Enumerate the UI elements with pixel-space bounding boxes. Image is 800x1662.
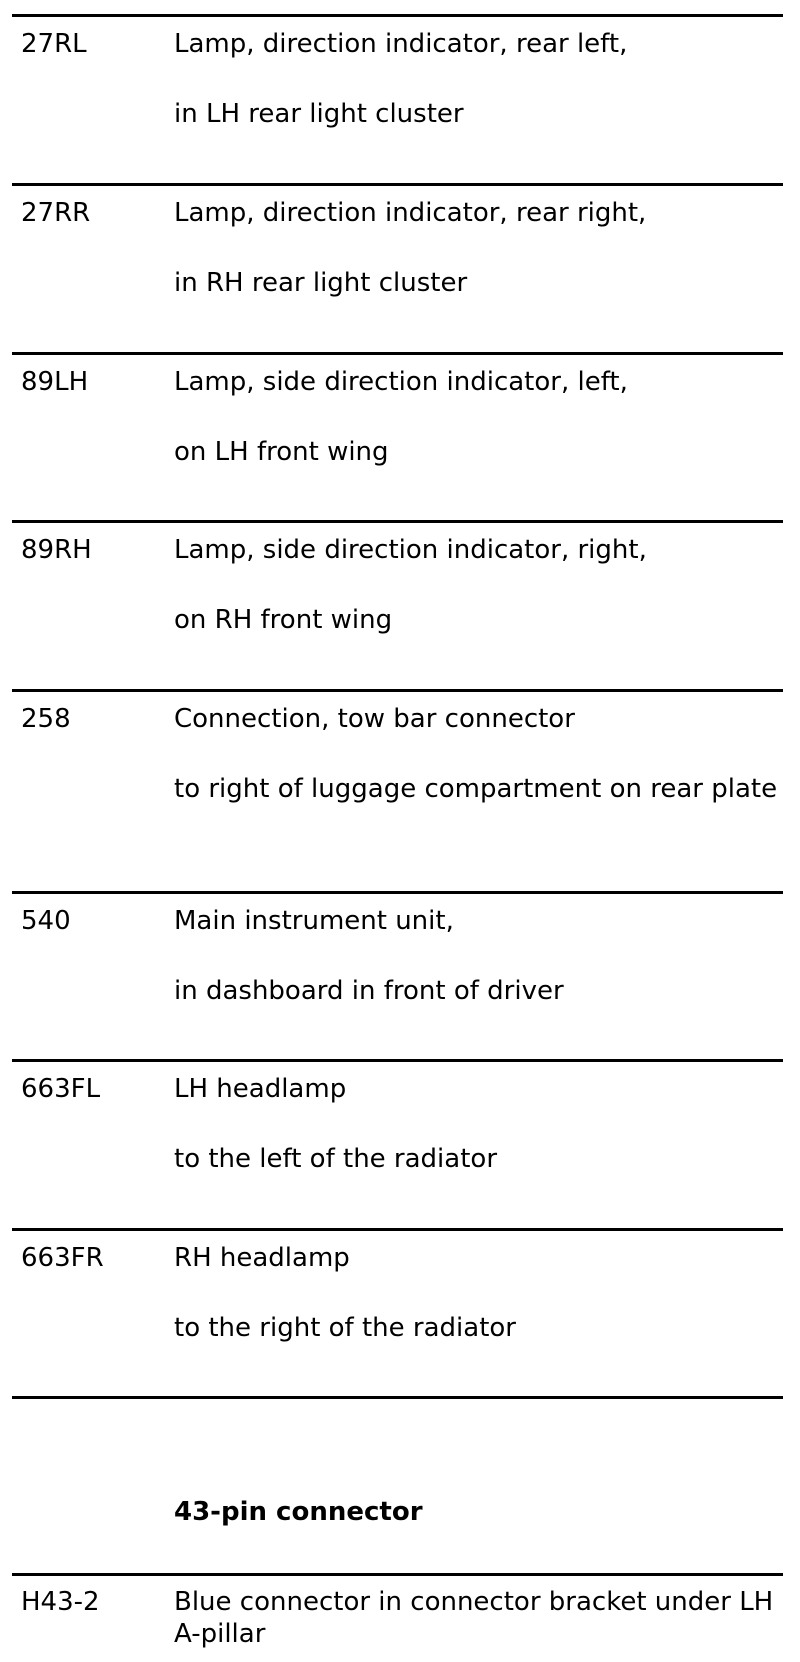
component-description: Lamp, side direction indicator, left, <box>174 367 628 397</box>
row-divider <box>12 891 783 894</box>
section-heading: 43-pin connector <box>174 1497 423 1527</box>
row-divider <box>12 1228 783 1231</box>
component-location: on LH front wing <box>174 437 389 467</box>
component-location: to right of luggage compartment on rear plate <box>174 774 778 804</box>
component-description: Lamp, direction indicator, rear left, <box>174 29 628 59</box>
row-divider <box>12 1573 783 1576</box>
component-location: to the left of the radiator <box>174 1144 498 1174</box>
row-divider <box>12 1059 783 1062</box>
row-divider <box>12 14 783 17</box>
component-location: in RH rear light cluster <box>174 268 468 298</box>
component-description: Lamp, direction indicator, rear right, <box>174 198 647 228</box>
component-description: Main instrument unit, <box>174 906 454 936</box>
component-code: 89RH <box>21 535 92 565</box>
component-code: 27RR <box>21 198 91 228</box>
row-divider <box>12 183 783 186</box>
component-code: 27RL <box>21 29 87 59</box>
row-divider <box>12 1396 783 1399</box>
component-description: LH headlamp <box>174 1074 347 1104</box>
component-description: Connection, tow bar connector <box>174 704 575 734</box>
component-code: H43-2 <box>21 1587 100 1617</box>
component-location: to the right of the radiator <box>174 1313 516 1343</box>
row-divider <box>12 352 783 355</box>
component-description: Blue connector in connector bracket under LH A-pillar <box>174 1587 774 1649</box>
component-location: on RH front wing <box>174 605 393 635</box>
component-description: Lamp, side direction indicator, right, <box>174 535 647 565</box>
component-location: in dashboard in front of driver <box>174 976 564 1006</box>
component-code: 663FL <box>21 1074 101 1104</box>
component-code: 258 <box>21 704 71 734</box>
component-description: RH headlamp <box>174 1243 350 1273</box>
component-code: 89LH <box>21 367 89 397</box>
component-location: in LH rear light cluster <box>174 99 464 129</box>
component-code: 663FR <box>21 1243 104 1273</box>
component-code: 540 <box>21 906 71 936</box>
row-divider <box>12 689 783 692</box>
row-divider <box>12 520 783 523</box>
